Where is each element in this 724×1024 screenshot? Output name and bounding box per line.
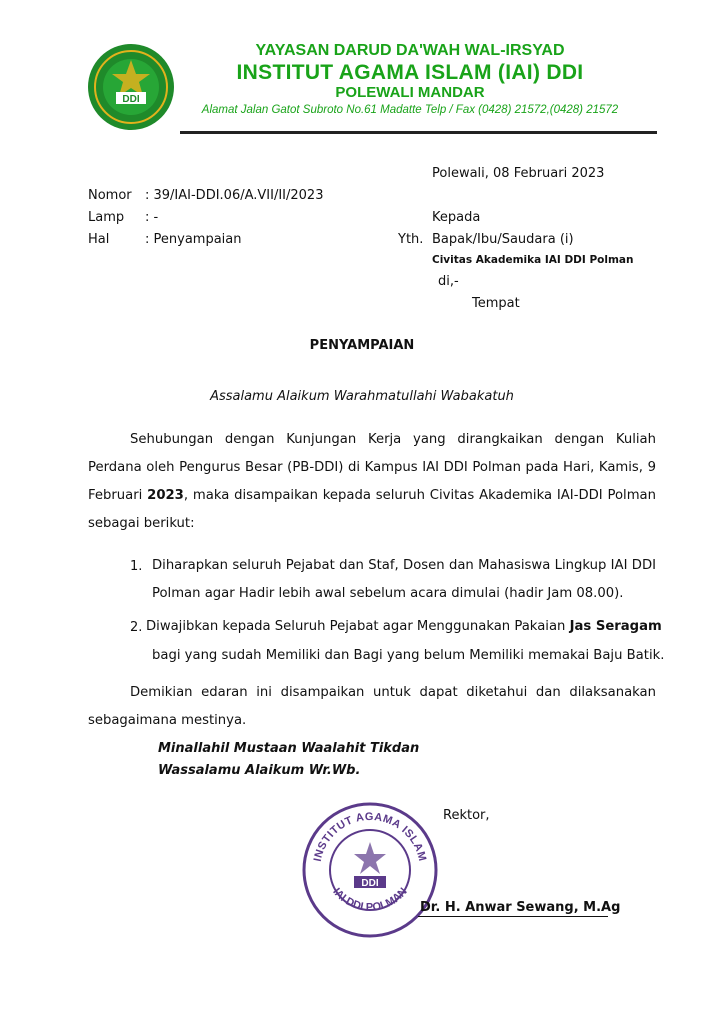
recipient-org: Civitas Akademika IAI DDI Polman (432, 254, 634, 266)
letterhead-city: POLEWALI MANDAR (335, 84, 485, 101)
svg-text:IAI DDI POLMAN (330, 886, 410, 914)
letter-date: Polewali, 08 Februari 2023 (432, 166, 605, 181)
body-text-bold: 2023 (147, 488, 184, 503)
hal-value: : Penyampaian (145, 232, 242, 247)
lamp-label: Lamp (88, 210, 125, 225)
stamp-text-bottom: IAI DDI POLMAN (330, 885, 410, 914)
stamp-text-top: INSTITUT AGAMA ISLAM (311, 810, 429, 863)
item-2-text (146, 613, 666, 641)
item-2-text-bold: Jas Seragam (569, 619, 662, 634)
closing-paragraph: Demikian edaran ini disampaikan untuk dapat diketahui dan dilaksanakan sebagaimana mestinya. (88, 685, 656, 728)
signatory-name: Dr. H. Anwar Sewang, M.Ag (420, 900, 621, 915)
nomor-value: : 39/IAI-DDI.06/A.VII/II/2023 (145, 188, 324, 203)
body-text-a: Sehubungan dengan Kunjungan Kerja yang dirangkaikan dengan Kuliah Perdana oleh Pengurus Besar (PB-DDI) di Kampus IAI DDI Polman pada Hari, Kamis, 9 Februari (88, 432, 656, 503)
signatory-title: Rektor, (443, 808, 490, 823)
item-2-text-cont: bagi yang sudah Memiliki dan Bagi yang belum Memiliki memakai Baju Batik. (152, 648, 665, 663)
item-1-number: 1. (130, 559, 143, 574)
letter-subject: PENYAMPAIAN (309, 338, 415, 353)
letterhead-address: Alamat Jalan Gatot Subroto No.61 Madatte Telp / Fax (0428) 21572,(0428) 21572 (201, 104, 619, 116)
recipient-tempat: Tempat (472, 296, 520, 311)
recipient-yth: Yth. (398, 232, 424, 247)
salutation-line-2: Wassalamu Alaikum Wr.Wb. (158, 763, 361, 778)
recipient-kepada: Kepada (432, 210, 481, 225)
item-2-number: 2. (130, 620, 143, 635)
body-text-b: , maka disampaikan kepada seluruh Civitas Akademika IAI-DDI Polman sebagai berikut: (88, 488, 656, 531)
salutation-line-1: Minallahil Mustaan Waalahit Tikdan (158, 741, 420, 756)
official-stamp (300, 800, 440, 940)
institute-logo (86, 42, 176, 132)
item-2-text-a: Diwajibkan kepada Seluruh Pejabat agar Menggunakan Pakaian (146, 619, 570, 634)
hal-label: Hal (88, 232, 110, 247)
recipient-di: di,- (438, 274, 459, 289)
letterhead-divider (180, 131, 657, 134)
nomor-label: Nomor (88, 188, 132, 203)
signature-underline (418, 916, 608, 917)
logo-text: DDI (122, 94, 140, 105)
greeting: Assalamu Alaikum Warahmatullahi Wabakatuh (210, 389, 514, 404)
recipient-name: Bapak/Ibu/Saudara (i) (432, 232, 574, 247)
letterhead-institute: INSTITUT AGAMA ISLAM (IAI) DDI (236, 61, 584, 84)
letterhead-foundation: YAYASAN DARUD DA'WAH WAL-IRSYAD (255, 42, 565, 59)
stamp-center-text: DDI (361, 878, 379, 889)
item-1-text: Diharapkan seluruh Pejabat dan Staf, Dosen dan Mahasiswa Lingkup IAI DDI Polman agar Hadir lebih awal sebelum acara dimulai (hadir Jam 08.00). (152, 558, 656, 601)
lamp-value: : - (145, 210, 159, 225)
body-paragraph (88, 426, 656, 538)
